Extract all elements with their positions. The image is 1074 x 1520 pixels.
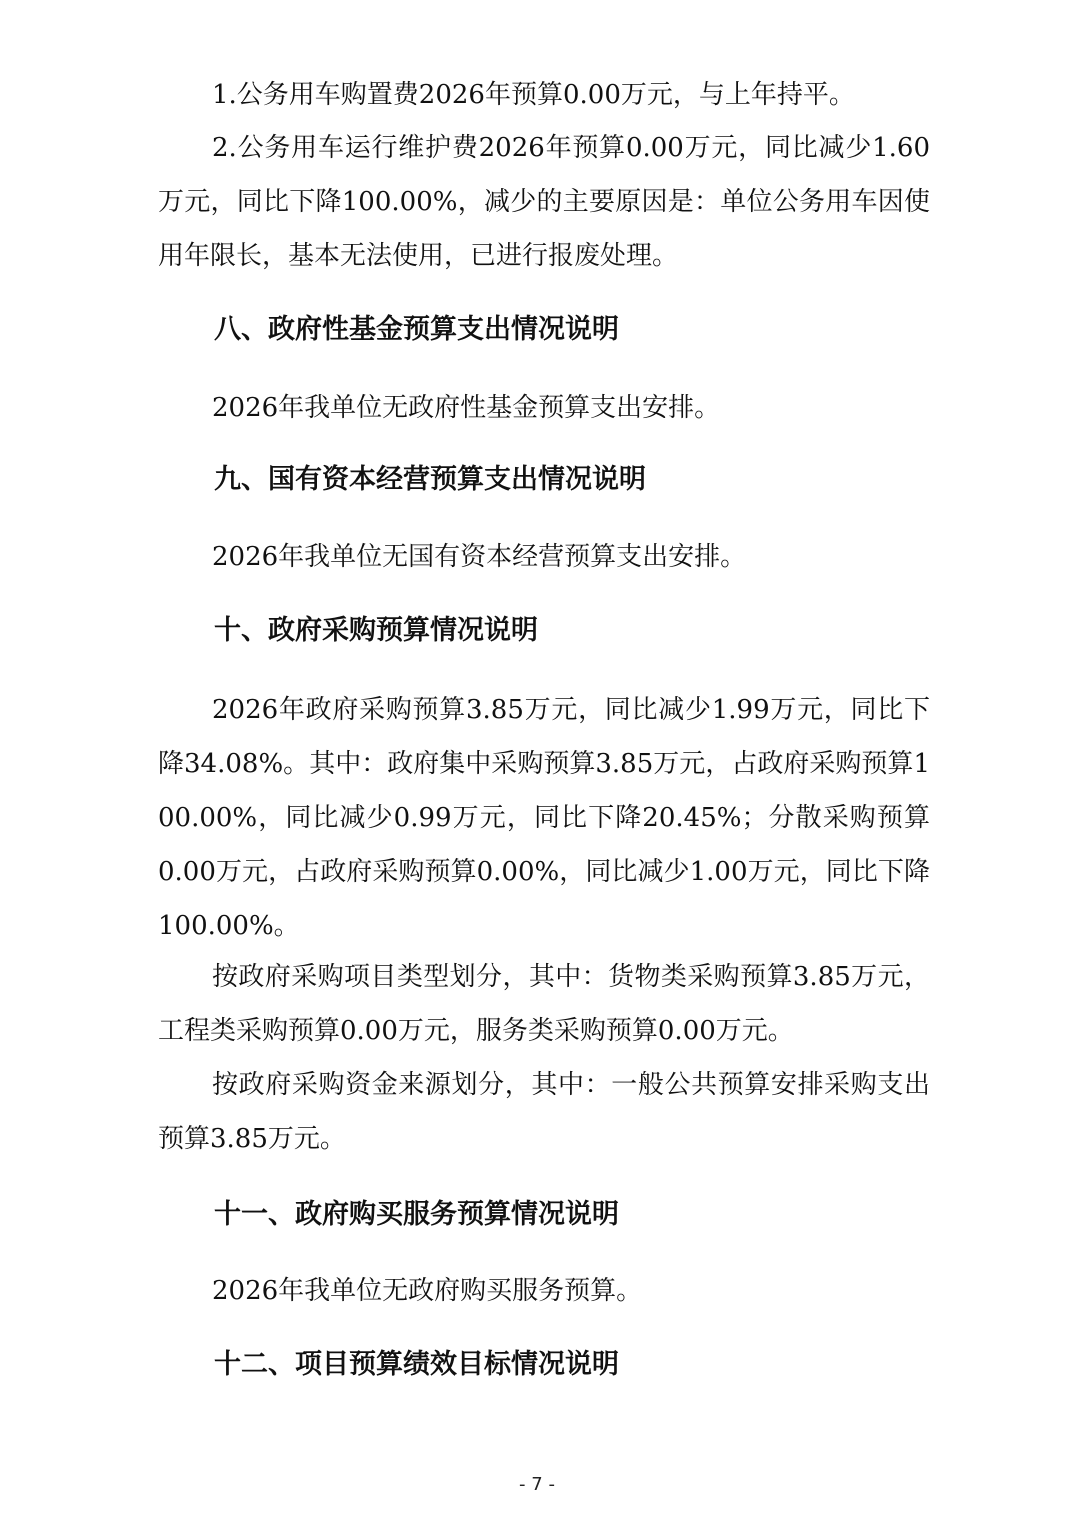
paragraph-government-fund: 2026年我单位无政府性基金预算支出安排。 — [212, 393, 721, 423]
paragraph-procurement-by-source: 按政府采购资金来源划分，其中：一般公共预算安排采购支出预算3.85万元。 — [158, 1070, 930, 1154]
heading-section-10: 十、政府采购预算情况说明 — [214, 615, 538, 646]
paragraph-state-capital: 2026年我单位无国有资本经营预算支出安排。 — [212, 542, 747, 572]
heading-section-8: 八、政府性基金预算支出情况说明 — [214, 314, 619, 345]
paragraph-vehicle-maintenance: 2.公务用车运行维护费2026年预算0.00万元，同比减少1.60万元，同比下降100.00%，减少的主要原因是：单位公务用车因使用年限长，基本无法使用，已进行报废处理。 — [158, 133, 930, 271]
paragraph-procurement-budget: 2026年政府采购预算3.85万元，同比减少1.99万元，同比下降34.08%。其中：政府集中采购预算3.85万元，占政府采购预算100.00%，同比减少0.99万元，同比下降20.45%；分散采购预算0.00万元，占政府采购预算0.00%，同比减少1.00万元，同比下降100.00%。 — [158, 695, 930, 941]
heading-section-12: 十二、项目预算绩效目标情况说明 — [214, 1349, 619, 1380]
heading-section-11: 十一、政府购买服务预算情况说明 — [214, 1199, 619, 1230]
page-number: - 7 - — [519, 1474, 555, 1495]
paragraph-procurement-by-type: 按政府采购项目类型划分，其中：货物类采购预算3.85万元，工程类采购预算0.00万元，服务类采购预算0.00万元。 — [158, 962, 930, 1046]
heading-section-9: 九、国有资本经营预算支出情况说明 — [214, 464, 646, 495]
paragraph-vehicle-purchase: 1.公务用车购置费2026年预算0.00万元，与上年持平。 — [212, 80, 855, 110]
paragraph-service-purchase: 2026年我单位无政府购买服务预算。 — [212, 1276, 643, 1306]
